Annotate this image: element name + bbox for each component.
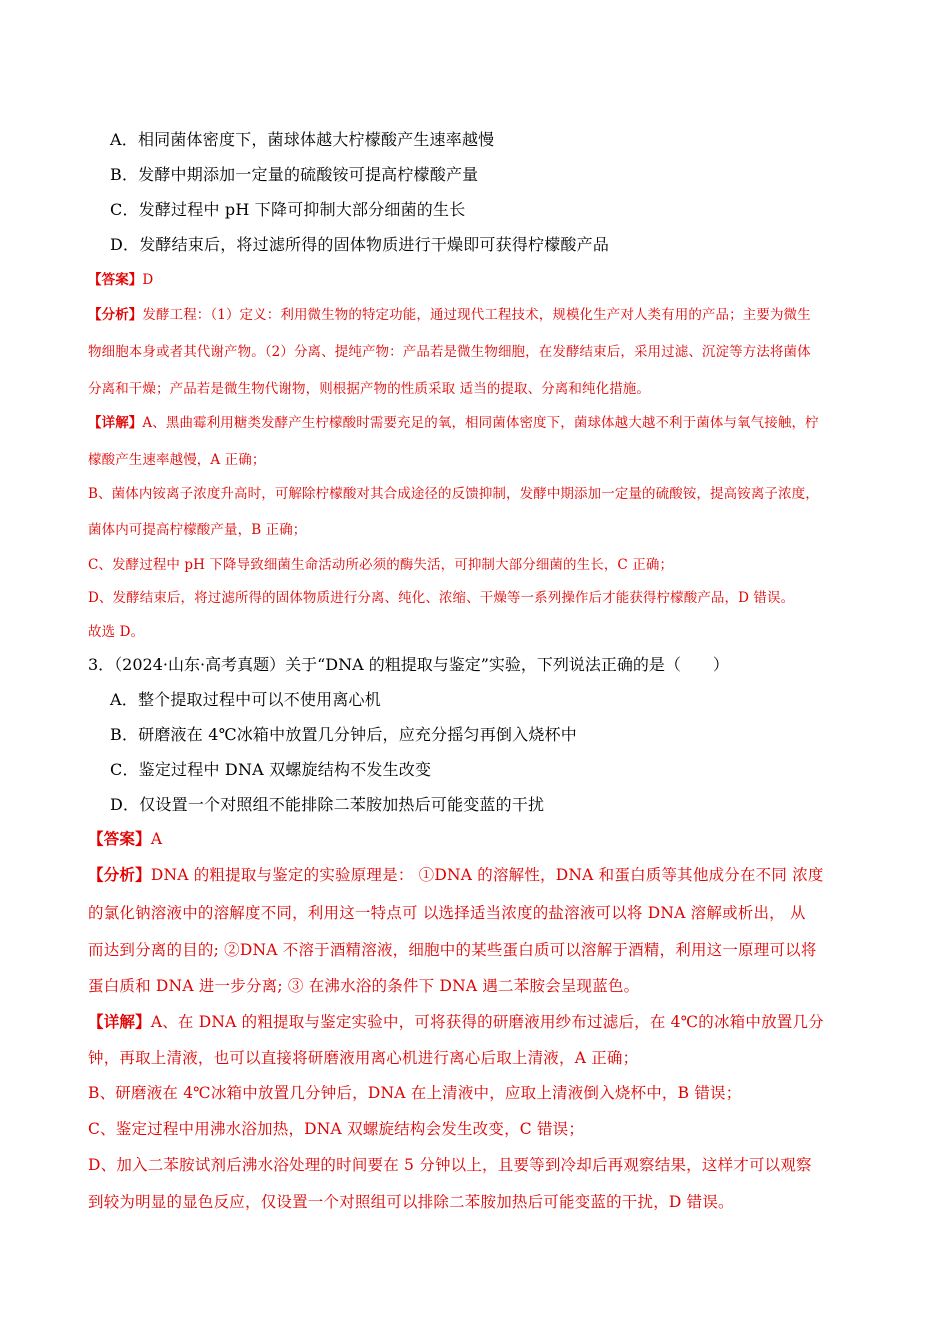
analysis-text: 发酵工程：（1）定义：利用微生物的特定功能，通过现代工程技术，规模化生产对人类有用的产品；主要为微生: [142, 307, 811, 323]
q3-detail-line-3: B、研磨液在 4℃冰箱中放置几分钟后，DNA 在上清液中，应取上清液倒入烧杯中，B 错误；: [88, 1084, 742, 1102]
q2-option-a: A．相同菌体密度下，菌球体越大柠檬酸产生速率越慢: [110, 130, 495, 149]
q2-option-d: D．发酵结束后，将过滤所得的固体物质进行干燥即可获得柠檬酸产品: [110, 235, 610, 254]
detail-text: A、在 DNA 的粗提取与鉴定实验中，可将获得的研磨液用纱布过滤后，在 4℃的冰箱中放置几分: [150, 1013, 824, 1031]
q2-detail-line-6: D、发酵结束后，将过滤所得的固体物质进行分离、纯化、浓缩、干燥等一系列操作后才能获得柠檬酸产品，D 错误。: [88, 590, 795, 606]
answer-value: A: [150, 830, 163, 848]
detail-tag: 【详解】: [88, 415, 143, 431]
q2-answer: [88, 268, 153, 288]
answer-value: D: [142, 272, 154, 288]
q2-detail-line-5: C、发酵过程中 pH 下降导致细菌生命活动所必须的酶失活，可抑制大部分细菌的生长，C 正确；: [88, 557, 674, 573]
q3-option-d: D．仅设置一个对照组不能排除二苯胺加热后可能变蓝的干扰: [110, 795, 545, 814]
detail-text: A、黑曲霉利用糖类发酵产生柠檬酸时需要充足的氧，相同菌体密度下，菌球体越大越不利于菌体与氧气接触，柠: [142, 415, 819, 431]
q3-analysis-line-4: 蛋白质和 DNA 进一步分离; ③ 在沸水浴的条件下 DNA 遇二苯胺会呈现蓝色。: [88, 977, 640, 995]
q3-option-a: A．整个提取过程中可以不使用离心机: [110, 690, 381, 709]
q3-analysis-line-2: 的氯化钠溶液中的溶解度不同，利用这一特点可 以选择适当浓度的盐溶液可以将 DNA 溶解或析出， 从: [88, 904, 806, 922]
answer-tag: 【答案】: [88, 272, 143, 288]
q2-detail-line-7: 故选 D。: [88, 624, 145, 640]
q3-detail-line-6: 到较为明显的显色反应，仅设置一个对照组可以排除二苯胺加热后可能变蓝的干扰，D 错误。: [88, 1193, 734, 1211]
q2-analysis-line-2: 物细胞本身或者其代谢产物。（2）分离、提纯产物：产品若是微生物细胞，在发酵结束后，采用过滤、沉淀等方法将菌体: [88, 344, 811, 360]
q3-detail-line-5: D、加入二苯胺试剂后沸水浴处理的时间要在 5 分钟以上，且要等到冷却后再观察结果，这样才可以观察: [88, 1156, 812, 1174]
answer-tag: 【答案】: [88, 829, 151, 848]
q3-detail-line-4: C、鉴定过程中用沸水浴加热，DNA 双螺旋结构会发生改变，C 错误；: [88, 1120, 585, 1138]
analysis-tag: 【分析】: [88, 307, 143, 323]
q3-analysis-line-3: 而达到分离的目的; ②DNA 不溶于酒精溶液，细胞中的某些蛋白质可以溶解于酒精，利用这一原理可以将: [88, 941, 817, 959]
q3-option-c: C．鉴定过程中 DNA 双螺旋结构不发生改变: [110, 760, 432, 779]
q2-detail-line-2: 檬酸产生速率越慢，A 正确；: [88, 452, 266, 468]
q2-detail-line-3: B、菌体内铵离子浓度升高时，可解除柠檬酸对其合成途径的反馈抑制，发酵中期添加一定量的硫酸铵，提高铵离子浓度，: [88, 486, 819, 502]
detail-tag: 【详解】: [88, 1012, 151, 1031]
q2-option-c: C．发酵过程中 pH 下降可抑制大部分细菌的生长: [110, 200, 466, 219]
analysis-text: DNA 的粗提取与鉴定的实验原理是： ①DNA 的溶解性，DNA 和蛋白质等其他成分在不同 浓度: [150, 866, 824, 884]
q3-stem: 3．（2024·山东·高考真题）关于“DNA 的粗提取与鉴定”实验，下列说法正确的是（ ）: [88, 655, 729, 674]
q2-detail-line-1: [88, 411, 819, 431]
q3-analysis-line-1: [88, 863, 824, 885]
q3-detail-line-1: [88, 1010, 824, 1032]
q3-option-b: B．研磨液在 4℃冰箱中放置几分钟后，应充分摇匀再倒入烧杯中: [110, 725, 577, 744]
q2-analysis-line-1: [88, 303, 811, 323]
q2-analysis-line-3: 分离和干燥；产品若是微生物代谢物，则根据产物的性质采取 适当的提取、分离和纯化措施。: [88, 381, 650, 397]
q3-answer: [88, 827, 162, 849]
analysis-tag: 【分析】: [88, 865, 151, 884]
q2-option-b: B．发酵中期添加一定量的硫酸铵可提高柠檬酸产量: [110, 165, 479, 184]
q2-detail-line-4: 菌体内可提高柠檬酸产量，B 正确；: [88, 522, 307, 538]
q3-detail-line-2: 钟，再取上清液，也可以直接将研磨液用离心机进行离心后取上清液，A 正确；: [88, 1049, 639, 1067]
